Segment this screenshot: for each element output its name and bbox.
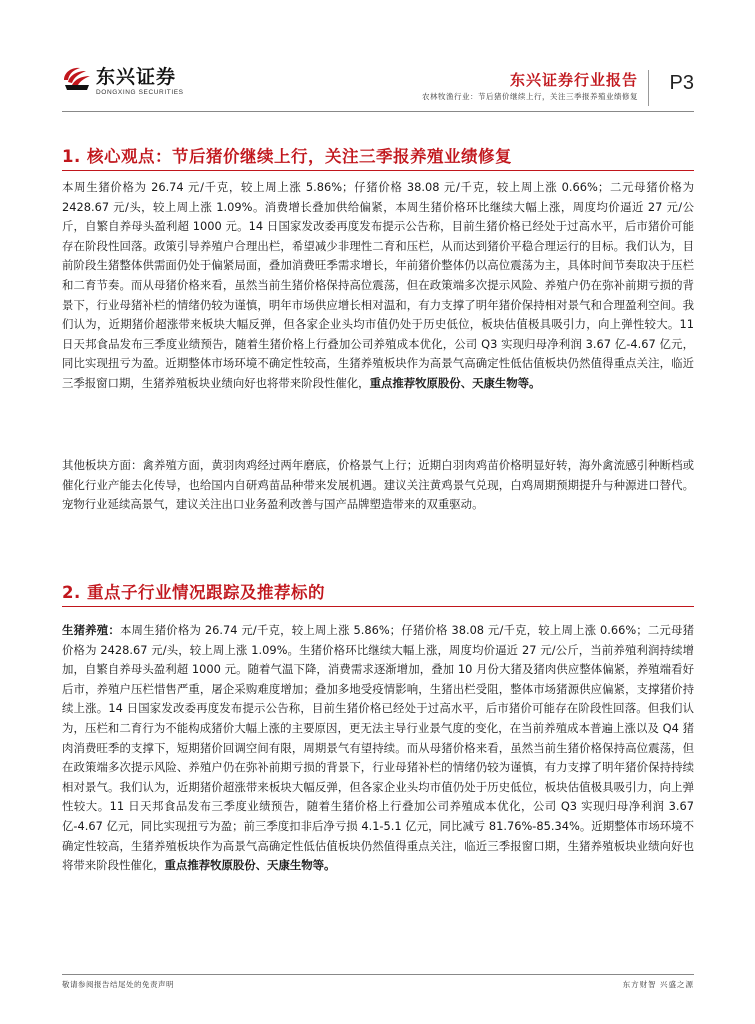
company-logo [62,66,184,96]
section1-heading: 1. 核心观点：节后猪价继续上行，关注三季报养殖业绩修复 [62,147,512,166]
logo-en-text: DONGXING SECURITIES [96,89,184,96]
section2-lead: 生猪养殖： [62,623,120,637]
section2-recommendation: 重点推荐牧原股份、天康生物等。 [164,858,336,873]
logo-cn-text: 东兴证券 [96,66,177,88]
section2-divider [62,606,694,607]
section1-paragraph-2: 其他板块方面：禽养殖方面，黄羽肉鸡经过两年磨底，价格景气上行；近期白羽肉鸡苗价格明显好转，海外禽流感引种断档或催化行业产能去化传导，也给国内自研鸡苗品种带来发展机遇。建议关注黄鸡景气兑现，白鸡周期预期提升与种源进口替代。宠物行业延续高景气，建议关注出口业务盈利改善与国产品牌塑造带来的双重驱动。 [62,458,694,512]
report-title: 东兴证券行业报告 [509,71,638,89]
page-header [62,60,694,112]
header-divider [62,111,694,112]
section1-divider [62,170,694,171]
footer-disclaimer: 敬请参阅报告结尾处的免责声明 [62,980,174,989]
section2-paragraph-text: 本周生猪价格为 26.74 元/千克，较上周上涨 5.86%；仔猪价格 38.08 元/千克，较上周上涨 0.66%；二元母猪价格为 2428.67 元/头，较上周上涨 1.09%。生猪价格环比继续大幅上涨，周度均价逼近 27 元/公斤，当前养殖利润持续增加，自繁自养母头盈利超 1000 元。随着气温下降，消费需求逐渐增加，叠加 10 月份大猪及猪肉供应整体偏紧，养殖端看好后市，养殖户压栏惜售严重，屠企采购难度增加；叠加多地受疫情影响，生猪出栏受阻，整体市场猪源供应偏紧，支撑猪价持续上涨。14 日国家发改委再度发布提示公告称，目前生猪价格已经处于过高水平，后市猪价可能存在阶段性回落。但我们认为，压栏和二育行为不能构成猪价大幅上涨的主要原因，更无法主导行业景气度的变化，在当前养殖成本普遍上涨以及 Q4 猪肉消费旺季的支撑下，短期猪价回调空间有限，周期景气有望持续。而从母猪价格来看，虽然当前生猪价格保持高位震荡，但在政策端多次提示风险、养殖户仍在弥补前期亏损的背景下，行业母猪补栏的情绪仍较为谨慎，有力支撑了明年猪价保持持续相对景气。我们认为，近期猪价超涨带来板块大幅反弹，但各家企业头均市值仍处于历史低位，板块估值极具吸引力，向上弹性较大。11 日天邦食品发布三季度业绩预告，随着生猪价格上行叠加公司养殖成本优化，公司 Q3 实现归母净利润 3.67 亿-4.67 亿元，同比实现扭亏为盈；前三季度扣非后净亏损 4.1-5.1 亿元，同比减亏 81.76%-85.34%。近期整体市场环境不确定性较高，生猪养殖板块作为高景气高确定性低估值板块仍然值得重点关注，临近三季报窗口期，生猪养殖板块业绩向好也将带来阶段性催化， [62,623,694,873]
report-subtitle: 农林牧渔行业：节后猪价继续上行，关注三季报养殖业绩修复 [422,92,638,101]
footer-slogan: 东方财智 兴盛之源 [622,980,694,989]
header-separator [648,70,649,106]
footer-divider [62,974,694,975]
section1-recommendation: 重点推荐牧原股份、天康生物等。 [369,375,541,390]
section1-paragraph-1-text: 本周生猪价格为 26.74 元/千克，较上周上涨 5.86%；仔猪价格 38.08 元/千克，较上周上涨 0.66%；二元母猪价格为 2428.67 元/头，较上周上涨 1.09%。消费增长叠加供给偏紧，本周生猪价格环比继续大幅上涨，周度均价逼近 27 元/公斤，自繁自养母头盈利超 1000 元。14 日国家发改委再度发布提示公告称，目前生猪价格已经处于过高水平，后市猪价可能存在阶段性回落。政策引导养殖户合理出栏，希望减少非理性二育和压栏，从而达到猪价平稳合理运行的目标。我们认为，目前阶段生猪整体供需面仍处于偏紧局面，叠加消费旺季需求增长，年前猪价整体仍以高位震荡为主，具体时间节奏取决于压栏和二育节奏。而从母猪价格来看，虽然当前生猪价格保持高位震荡，但在政策端多次提示风险、养殖户仍在弥补前期亏损的背景下，行业母猪补栏的情绪仍较为谨慎，明年市场供应增长相对温和，有力支撑了明年猪价保持相对景气和合理盈利空间。我们认为，近期猪价超涨带来板块大幅反弹，但各家企业头均市值仍处于历史低位，板块估值极具吸引力，向上弹性较大。11 日天邦食品发布三季度业绩预告，随着生猪价格上行叠加公司养殖成本优化，公司 Q3 实现归母净利润 3.67 亿-4.67 亿元，同比实现扭亏为盈。近期整体市场环境不确定性较高，生猪养殖板块作为高景气高确定性低估值板块仍然值得重点关注，临近三季报窗口期，生猪养殖板块业绩向好也将带来阶段性催化， [62,180,694,390]
section2-heading: 2. 重点子行业情况跟踪及推荐标的 [62,583,325,602]
section2-paragraph [62,621,694,876]
page-number: P3 [669,72,694,94]
section1-paragraph-1 [62,178,694,394]
logo-emblem-icon [62,66,92,92]
